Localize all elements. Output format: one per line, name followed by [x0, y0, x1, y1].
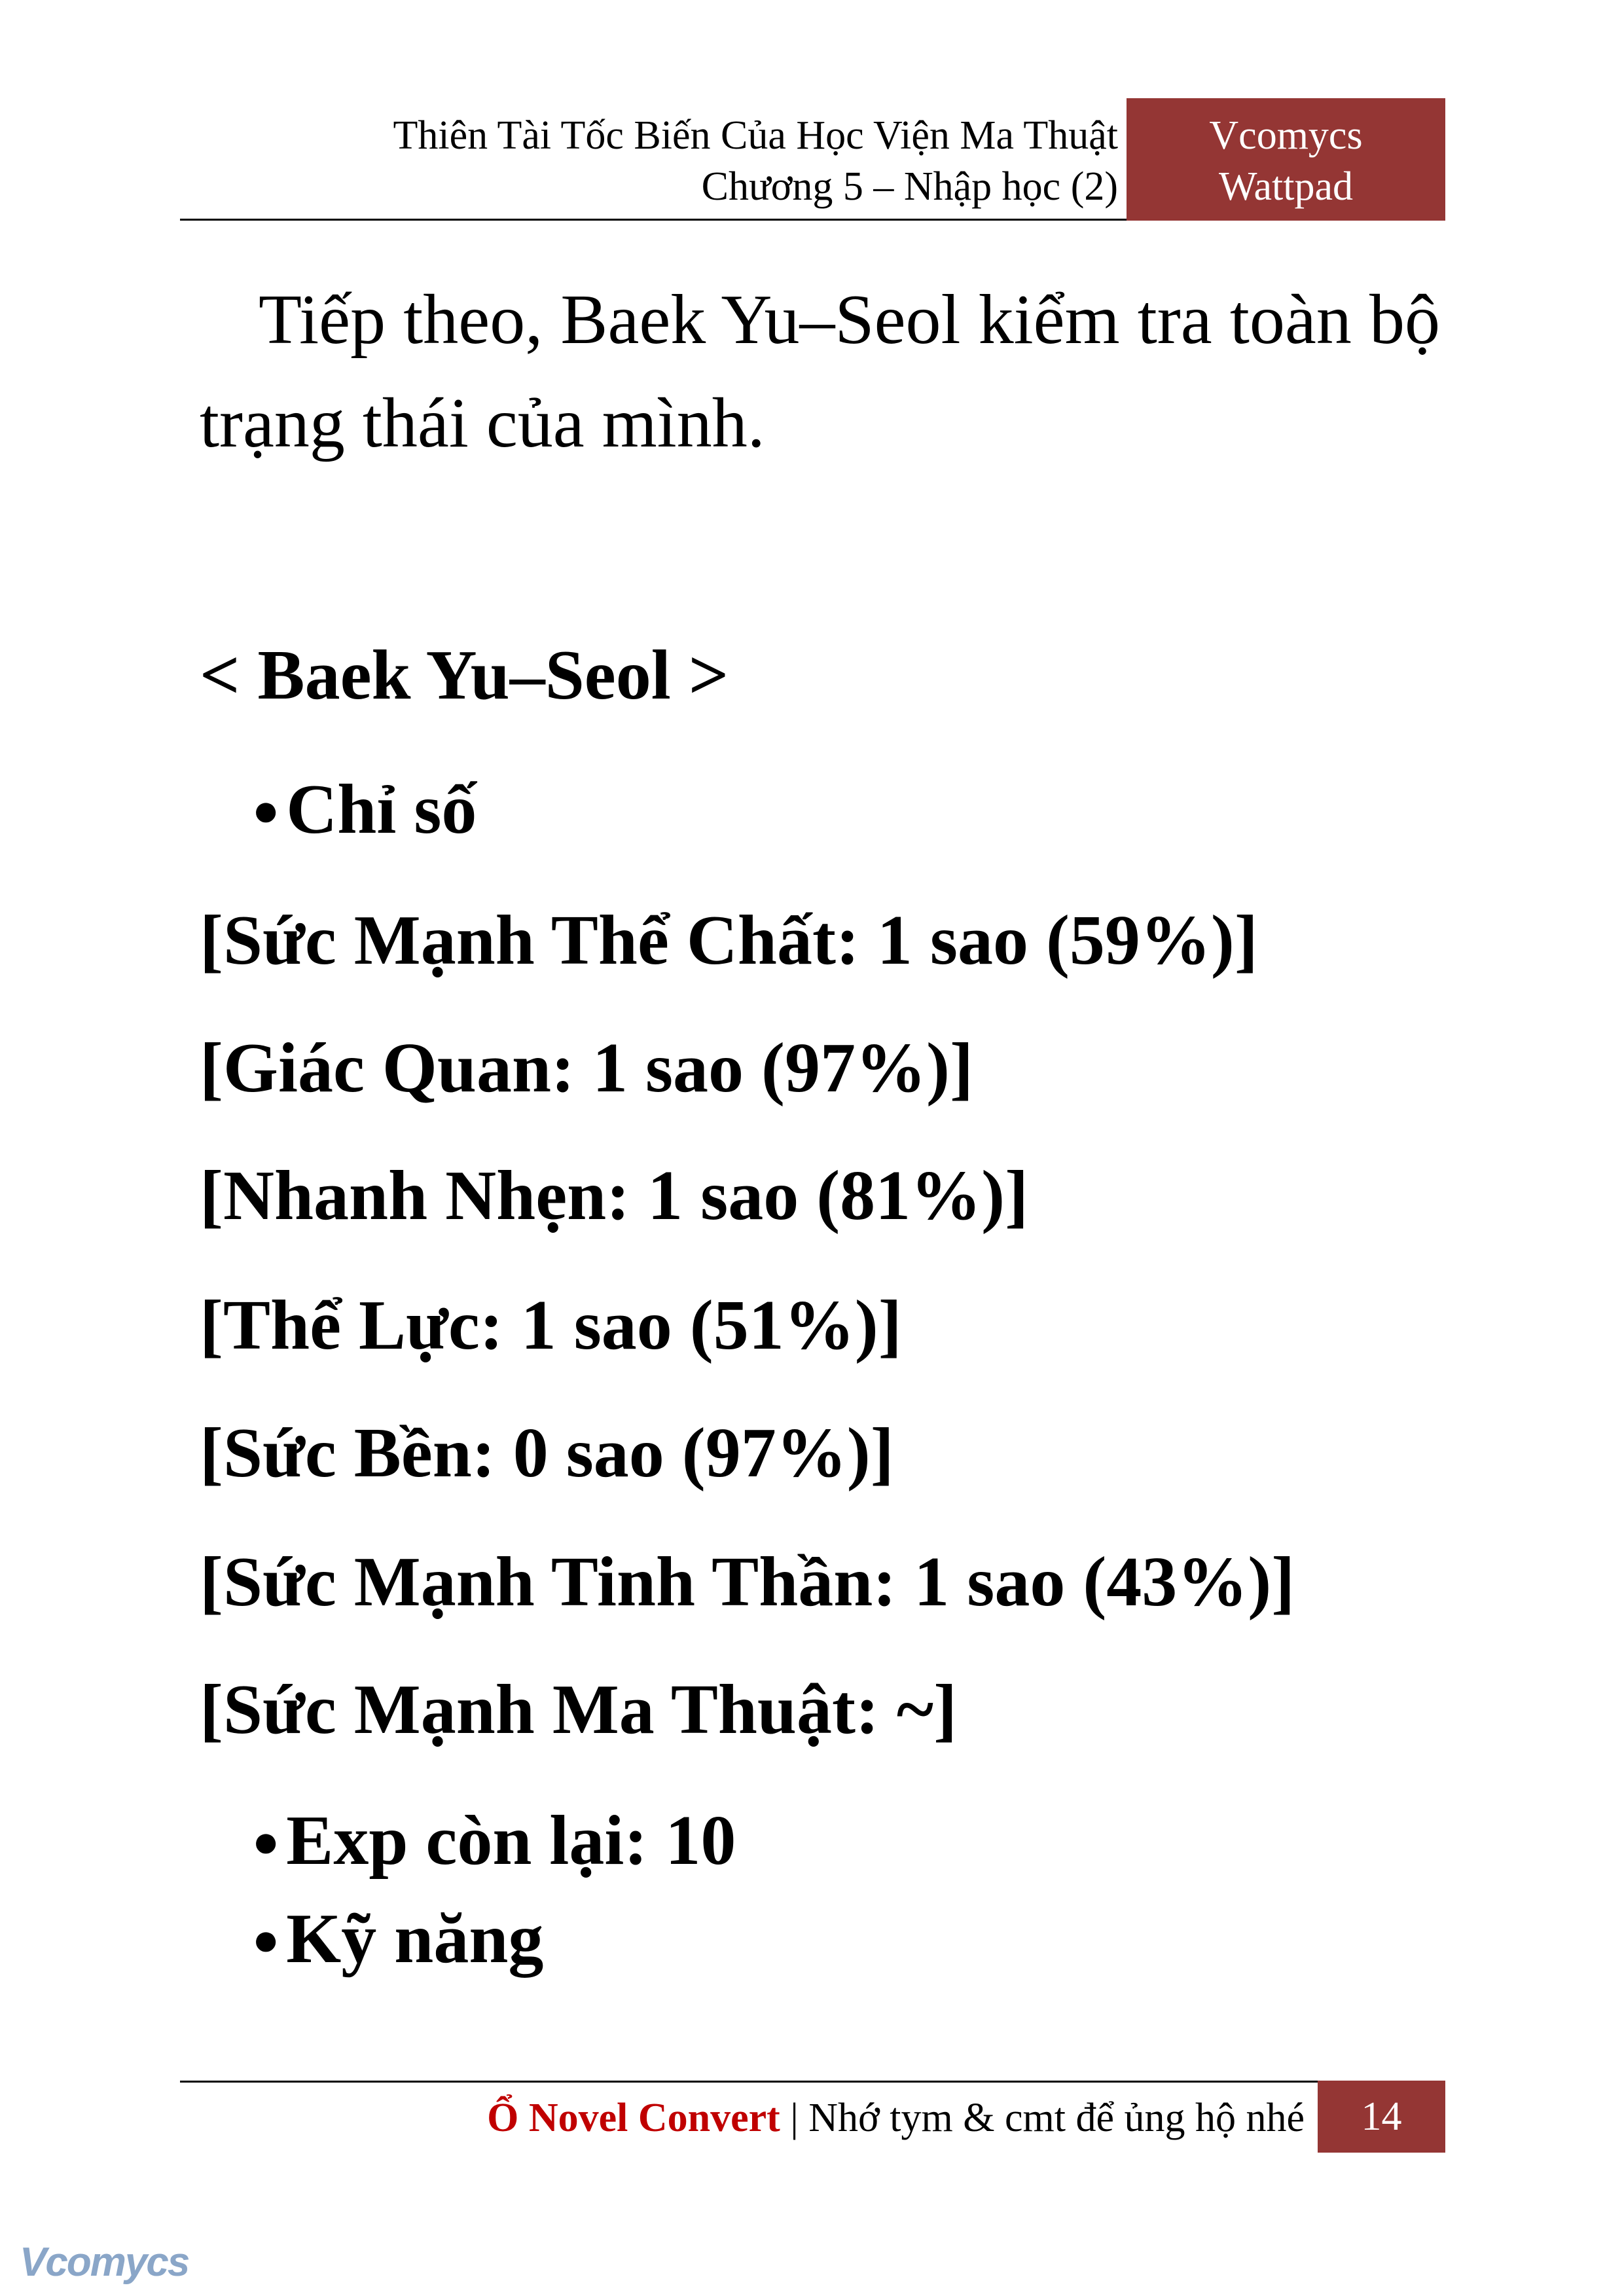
- header-badge: [1127, 98, 1445, 221]
- watermark-logo: Vcomycs: [20, 2240, 189, 2285]
- page-content: [200, 268, 1440, 1978]
- stats-heading: [252, 769, 477, 850]
- page-number: 14: [1318, 2081, 1445, 2153]
- stat-line: [Sức Bền: 0 sao (97%)]: [200, 1414, 894, 1492]
- footer-message: Nhớ tym & cmt để ủng hộ nhé: [808, 2096, 1305, 2140]
- page-footer: [180, 2081, 1445, 2153]
- footer-divider: [180, 2081, 1445, 2083]
- footer-text: [487, 2092, 1305, 2143]
- header-divider: [180, 219, 1127, 221]
- header-badge-line2: Wattpad: [1218, 164, 1354, 209]
- stat-line: [Sức Mạnh Tinh Thần: 1 sao (43%)]: [200, 1543, 1295, 1621]
- stats-heading-label: Chỉ số: [286, 771, 477, 848]
- status-title: < Baek Yu–Seol >: [200, 636, 729, 714]
- stat-line: [Nhanh Nhẹn: 1 sao (81%)]: [200, 1157, 1029, 1235]
- bullet-icon: ●: [252, 1915, 280, 1966]
- skills-heading-label: Kỹ năng: [286, 1900, 544, 1978]
- intro-paragraph: Tiếp theo, Baek Yu–Seol kiểm tra toàn bộ trạng thái của mình.: [200, 281, 1440, 462]
- stat-line: [Thể Lực: 1 sao (51%)]: [200, 1286, 902, 1364]
- header-text: [393, 110, 1118, 212]
- bullet-icon: ●: [252, 786, 280, 837]
- page-header: [180, 98, 1445, 221]
- stat-line: [Giác Quan: 1 sao (97%)]: [200, 1029, 973, 1107]
- header-badge-line1: Vcomycs: [1209, 113, 1363, 158]
- footer-brand: Ổ Novel Convert: [487, 2096, 780, 2140]
- exp-line: [252, 1800, 736, 1882]
- exp-label: Exp còn lại: 10: [286, 1802, 736, 1880]
- book-title: Thiên Tài Tốc Biến Của Học Viện Ma Thuật: [393, 113, 1118, 158]
- skills-heading: [252, 1899, 543, 1980]
- bullet-icon: ●: [252, 1817, 280, 1868]
- stat-line: [Sức Mạnh Thể Chất: 1 sao (59%)]: [200, 902, 1258, 979]
- stat-line: [Sức Mạnh Ma Thuật: ~]: [200, 1671, 958, 1749]
- footer-separator: |: [780, 2096, 809, 2140]
- chapter-title: Chương 5 – Nhập học (2): [701, 164, 1118, 209]
